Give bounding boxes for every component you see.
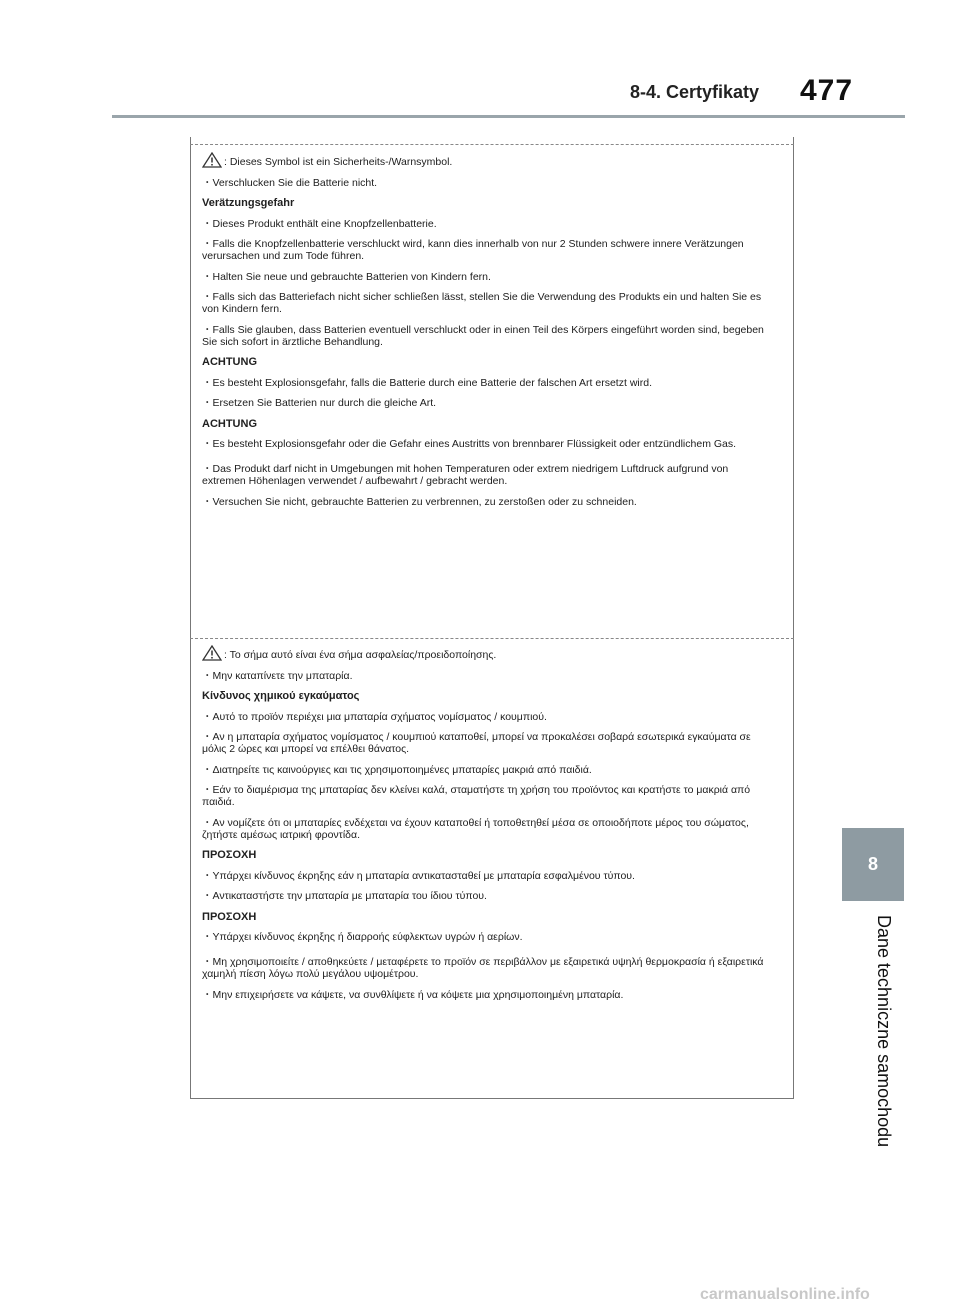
- de-line: ・Verschlucken Sie die Batterie nicht.: [202, 176, 378, 189]
- language-divider: [190, 638, 794, 639]
- section-title: 8-4. Certyfikaty: [630, 82, 760, 102]
- de-line: ・Es besteht Explosionsgefahr oder die Gefahr eines Austritts von brennbarer Flüssigkeit oder entzündlichem Gas.: [202, 438, 737, 450]
- greek-symbol-note: : Το σήμα αυτό είναι ένα σήμα ασφαλείας/προειδοποίησης.: [202, 645, 772, 661]
- de-line: ・Ersetzen Sie Batterien nur durch die gleiche Art.: [202, 397, 437, 409]
- de-line: ・Falls sich das Batteriefach nicht sicher schließen lässt, stellen Sie die Verwendung des Produkts ein und halten Sie es von Kindern fern.: [202, 291, 762, 315]
- gr-line: ・Μην καταπίνετε την μπαταρία.: [202, 669, 353, 682]
- german-symbol-note: : Dieses Symbol ist ein Sicherheits-/Warnsymbol.: [202, 152, 772, 168]
- page-number: 477: [800, 74, 854, 107]
- gr-line: ・Εάν το διαμέρισμα της μπαταρίας δεν κλείνει καλά, σταματήστε τη χρήση του προϊόντος και κρατήστε το μακριά από παιδιά.: [202, 784, 751, 808]
- chapter-tab[interactable]: 8: [842, 828, 904, 901]
- gr-heading: ΠΡΟΣΟΧΗ: [202, 910, 257, 923]
- de-line: ・Versuchen Sie nicht, gebrauchte Batterien zu verbrennen, zu zerstoßen oder zu schneiden.: [202, 495, 637, 508]
- gr-line: ・Διατηρείτε τις καινούργιες και τις χρησιμοποιημένες μπαταρίες μακριά από παιδιά.: [202, 763, 592, 776]
- de-line: ・Falls die Knopfzellenbatterie verschluckt wird, kann dies innerhalb von nur 2 Stunden schwere innere Verätzungen verursachen und zum Tode führen.: [202, 238, 744, 262]
- gr-line: ・Μη χρησιμοποιείτε / αποθηκεύετε / μεταφέρετε το προϊόν σε περιβάλλον με εξαιρετικά υψηλή θερμοκρασία ή εξαιρετικά χαμηλή πίεση λόγω πολύ μεγάλου υψομέτρου.: [202, 956, 764, 980]
- gr-line: ・Υπάρχει κίνδυνος έκρηξης εάν η μπαταρία αντικατασταθεί με μπαταρία εσφαλμένου τύπου.: [202, 869, 635, 882]
- de-heading: ACHTUNG: [202, 356, 257, 368]
- gr-line: ・Υπάρχει κίνδυνος έκρηξης ή διαρροής εύφλεκτων υγρών ή αερίων.: [202, 931, 523, 943]
- de-line: ・Es besteht Explosionsgefahr, falls die Batterie durch eine Batterie der falschen Art ersetzt wird.: [202, 376, 652, 389]
- de-heading: ACHTUNG: [202, 417, 257, 430]
- watermark: carmanualsonline.info: [700, 1286, 870, 1303]
- gr-line: ・Αν η μπαταρία σχήματος νομίσματος / κουμπιού καταποθεί, μπορεί να προκαλέσει σοβαρά εσωτερικά εγκαύματα σε μόλις 2 ώρες και μπορεί να επέλθει θάνατος.: [202, 731, 751, 755]
- gr-heading: Κίνδυνος χημικού εγκαύματος: [202, 690, 360, 702]
- frame-bottom-line: [190, 1098, 794, 1099]
- gr-heading: ΠΡΟΣΟΧΗ: [202, 849, 257, 861]
- de-line: ・Das Produkt darf nicht in Umgebungen mit hohen Temperaturen oder extrem niedrigem Luftdruck aufgrund von extremen Höhenlagen verwendet / aufbewahrt / gebracht werden.: [202, 463, 729, 487]
- gr-line: ・Αν νομίζετε ότι οι μπαταρίες ενδέχεται να έχουν καταποθεί ή τοποθετηθεί μέσα σε οποιοδήποτε μέρος του σώματος, ζητήστε αμέσως ιατρική φροντίδα.: [202, 816, 749, 841]
- gr-line: ・Αυτό το προϊόν περιέχει μια μπαταρία σχήματος νομίσματος / κουμπιού.: [202, 710, 547, 723]
- warning-triangle-icon: [202, 645, 222, 661]
- de-heading: Verätzungsgefahr: [202, 197, 295, 209]
- gr-line: ・Αντικαταστήστε την μπαταρία με μπαταρία του ίδιου τύπου.: [202, 890, 487, 902]
- greek-section: [202, 645, 772, 1009]
- chapter-side-label: Dane techniczne samochodu: [874, 915, 894, 1148]
- frame-top-line: [190, 144, 794, 145]
- gr-line: ・Μην επιχειρήσετε να κάψετε, να συνθλίψετε ή να κόψετε μια χρησιμοποιημένη μπαταρία.: [202, 988, 624, 1001]
- de-line: ・Halten Sie neue und gebrauchte Batterien von Kindern fern.: [202, 270, 491, 283]
- header-rule: [112, 115, 905, 118]
- de-line: ・Dieses Produkt enthält eine Knopfzellenbatterie.: [202, 217, 437, 230]
- german-section: [202, 152, 772, 516]
- de-line: ・Falls Sie glauben, dass Batterien eventuell verschluckt oder in einen Teil des Körpers eingeführt worden sind, begeben Sie sich sofort in ärztliche Behandlung.: [202, 323, 764, 348]
- warning-triangle-icon: [202, 152, 222, 168]
